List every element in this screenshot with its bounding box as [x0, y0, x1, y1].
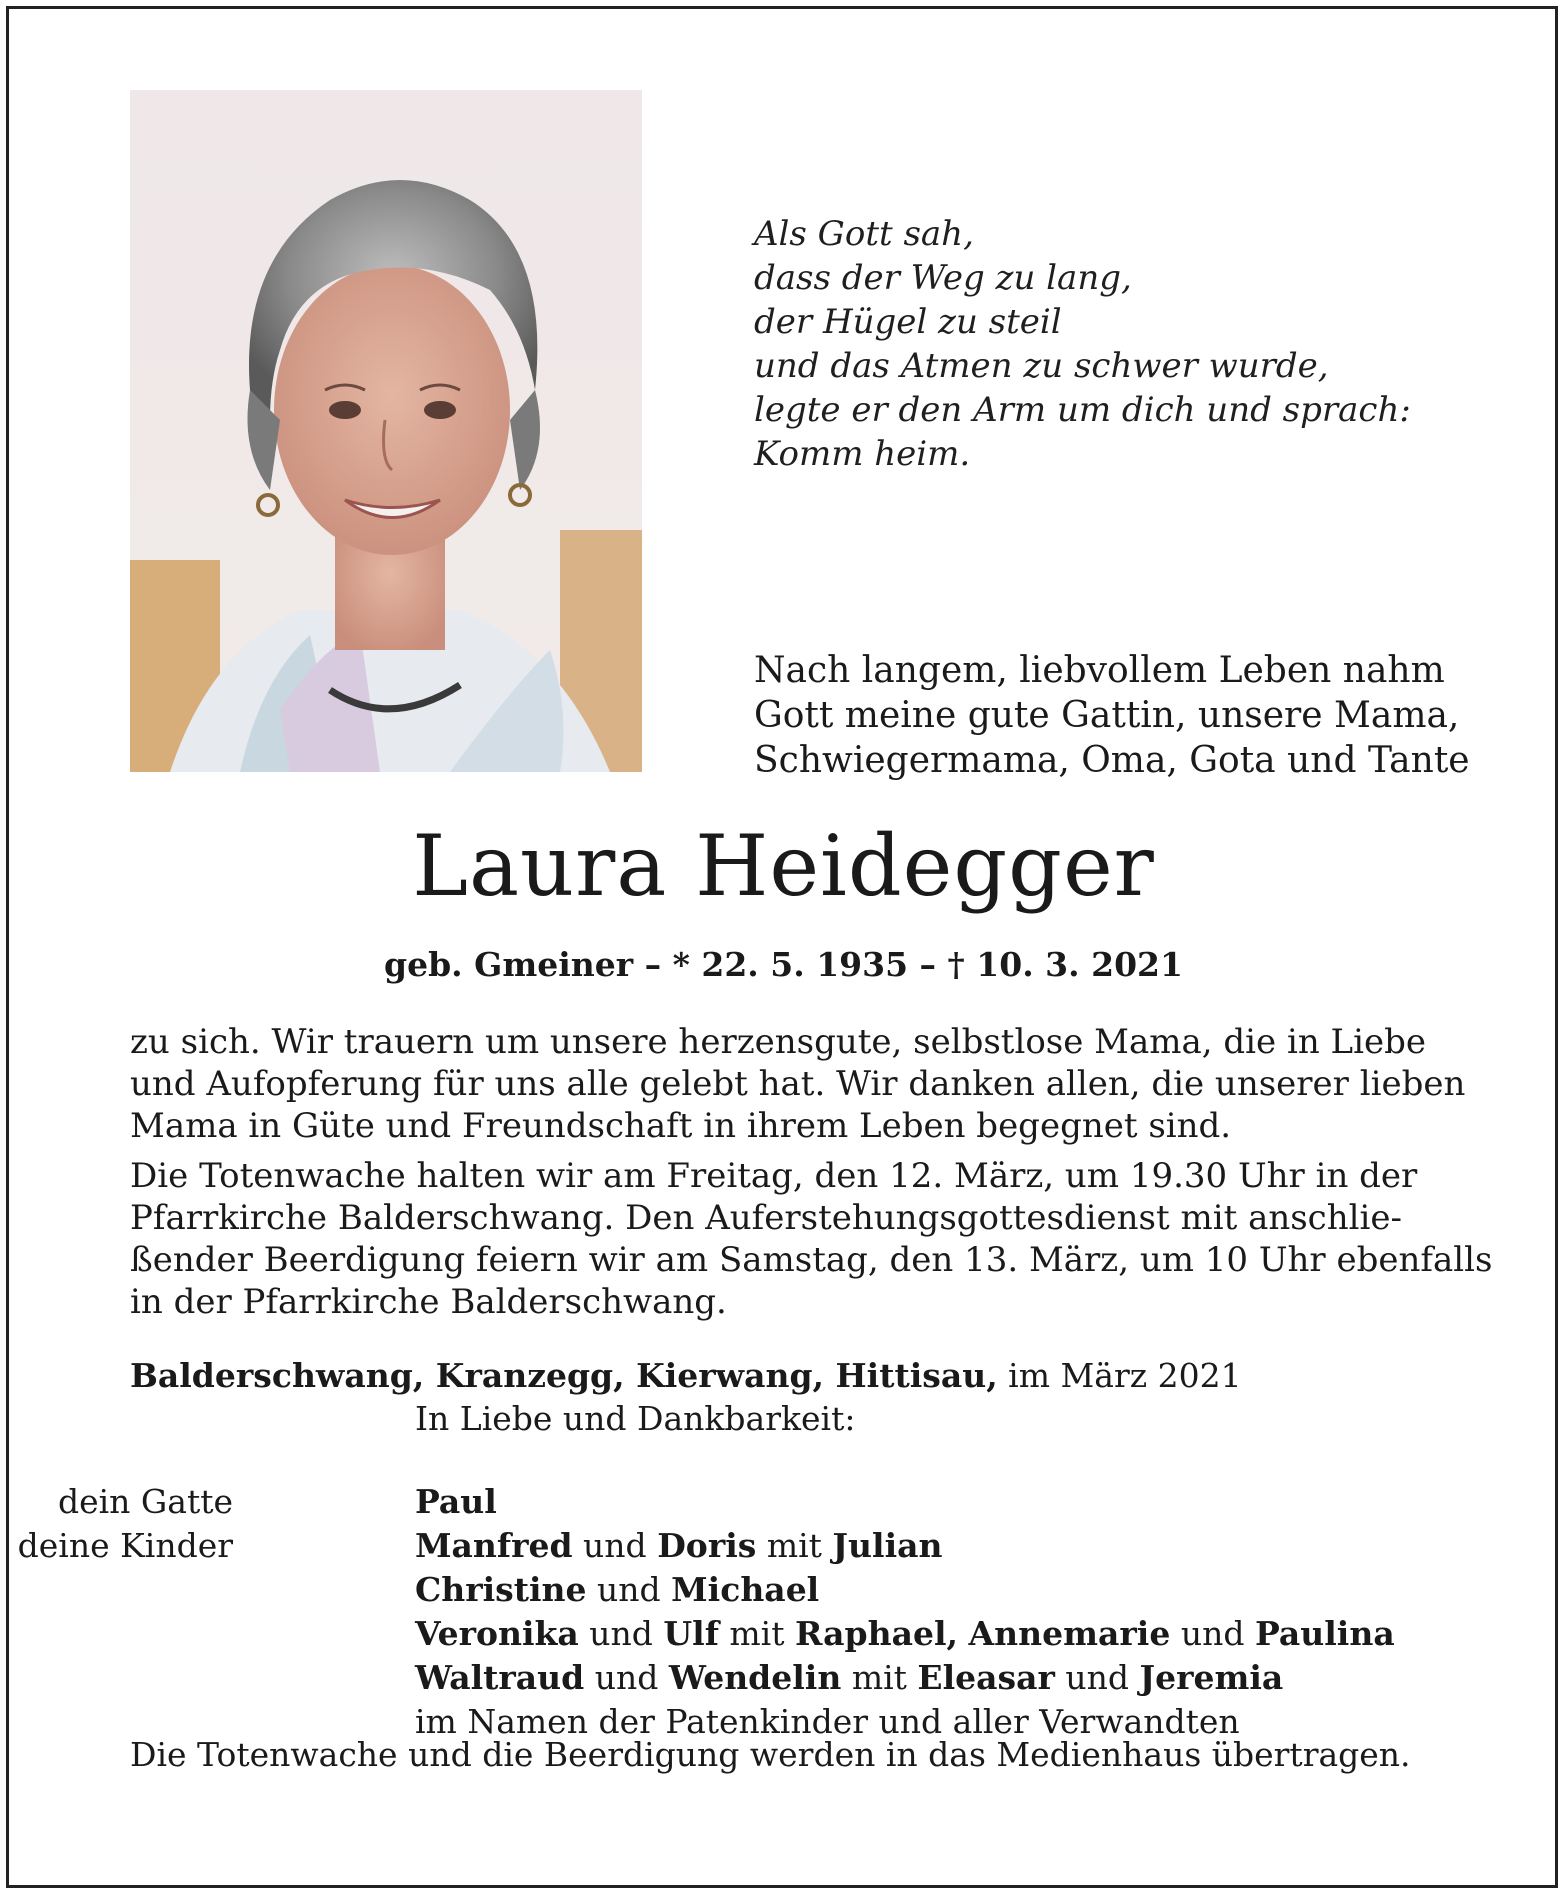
poem	[754, 212, 1454, 476]
connector: und	[1170, 1614, 1255, 1653]
family-name: Michael	[671, 1570, 820, 1609]
family-row	[130, 1656, 1450, 1700]
family-name: Wendelin	[668, 1658, 842, 1697]
family-name: Paulina	[1254, 1614, 1395, 1653]
family-name: Julian	[832, 1526, 943, 1565]
family-name: Waltraud	[415, 1658, 585, 1697]
connector: und	[586, 1570, 672, 1609]
gratitude-line: In Liebe und Dankbarkeit:	[415, 1399, 856, 1438]
family-name: Jeremia	[1139, 1658, 1284, 1697]
poem-line: der Hügel zu steil	[754, 302, 1062, 342]
connector: mit	[841, 1658, 918, 1697]
portrait-photo	[130, 90, 642, 772]
children-row-3	[415, 1612, 1395, 1656]
deceased-name: Laura Heidegger	[412, 817, 1155, 915]
paragraph-line: ßender Beerdigung feiern wir am Samstag, den 13. März, um 10 Uhr ebenfalls	[130, 1240, 1493, 1280]
paragraph-line: Die Totenwache halten wir am Freitag, den 12. März, um 19.30 Uhr in der	[130, 1156, 1418, 1196]
children-label: deine Kinder	[17, 1526, 233, 1565]
family-name: Doris	[657, 1526, 757, 1565]
places: Balderschwang, Kranzegg, Kierwang, Hittisau,	[130, 1356, 998, 1395]
poem-line: legte er den Arm um dich und sprach:	[754, 390, 1411, 430]
connector: mit	[718, 1614, 795, 1653]
family-name: Eleasar	[917, 1658, 1055, 1697]
places-date-line	[130, 1355, 1242, 1397]
family-name: Ulf	[663, 1614, 719, 1653]
poem-line: dass der Weg zu lang,	[754, 258, 1132, 298]
intro-line: Schwiegermama, Oma, Gota und Tante	[754, 740, 1470, 781]
paragraph-line: zu sich. Wir trauern um unsere herzensgute, selbstlose Mama, die in Liebe	[130, 1022, 1427, 1062]
date-text: im März 2021	[997, 1356, 1242, 1395]
intro-line: Nach langem, liebvollem Leben nahm	[754, 650, 1445, 691]
connector: und	[572, 1526, 658, 1565]
family-name: Manfred	[415, 1526, 573, 1565]
connector: und	[584, 1658, 669, 1697]
spouse-names	[415, 1480, 497, 1524]
intro-text	[754, 648, 1470, 783]
family-row	[130, 1568, 1450, 1612]
paragraph-line: in der Pfarrkirche Balderschwang.	[130, 1282, 727, 1322]
family-name: Raphael,	[794, 1614, 959, 1653]
family-list	[17, 1480, 1450, 1744]
poem-line: und das Atmen zu schwer wurde,	[754, 346, 1329, 386]
family-row-children	[17, 1524, 1450, 1568]
paragraph-line: Mama in Güte und Freundschaft in ihrem Leben begegnet sind.	[130, 1106, 1232, 1146]
broadcast-note: Die Totenwache und die Beerdigung werden in das Medienhaus übertragen.	[130, 1735, 1411, 1774]
family-name: Annemarie	[968, 1614, 1171, 1653]
children-row-1	[415, 1524, 942, 1568]
spouse-name: Paul	[415, 1482, 497, 1521]
birth-death-dates: geb. Gmeiner – * 22. 5. 1935 – † 10. 3. 2021	[384, 945, 1183, 984]
family-row	[130, 1612, 1450, 1656]
connector: und	[578, 1614, 664, 1653]
family-row-spouse	[57, 1480, 1450, 1524]
family-name: Christine	[415, 1570, 587, 1609]
mourning-paragraph	[130, 1021, 1466, 1147]
connector	[958, 1614, 969, 1653]
funeral-details-paragraph	[130, 1155, 1493, 1323]
poem-line: Als Gott sah,	[754, 214, 974, 254]
connector: mit	[756, 1526, 833, 1565]
intro-line: Gott meine gute Gattin, unsere Mama,	[754, 695, 1460, 736]
paragraph-line: Pfarrkirche Balderschwang. Den Auferstehungsgottesdienst mit anschlie-	[130, 1198, 1402, 1238]
children-row-4	[415, 1656, 1283, 1700]
connector: und	[1054, 1658, 1140, 1697]
children-row-2	[415, 1568, 819, 1612]
family-name: Veronika	[415, 1614, 579, 1653]
spouse-label: dein Gatte	[57, 1482, 233, 1521]
relatives-line: im Namen der Patenkinder und aller Verwandten	[415, 1702, 1240, 1741]
poem-line: Komm heim.	[754, 434, 971, 474]
paragraph-line: und Aufopferung für uns alle gelebt hat. Wir danken allen, die unserer lieben	[130, 1064, 1466, 1104]
